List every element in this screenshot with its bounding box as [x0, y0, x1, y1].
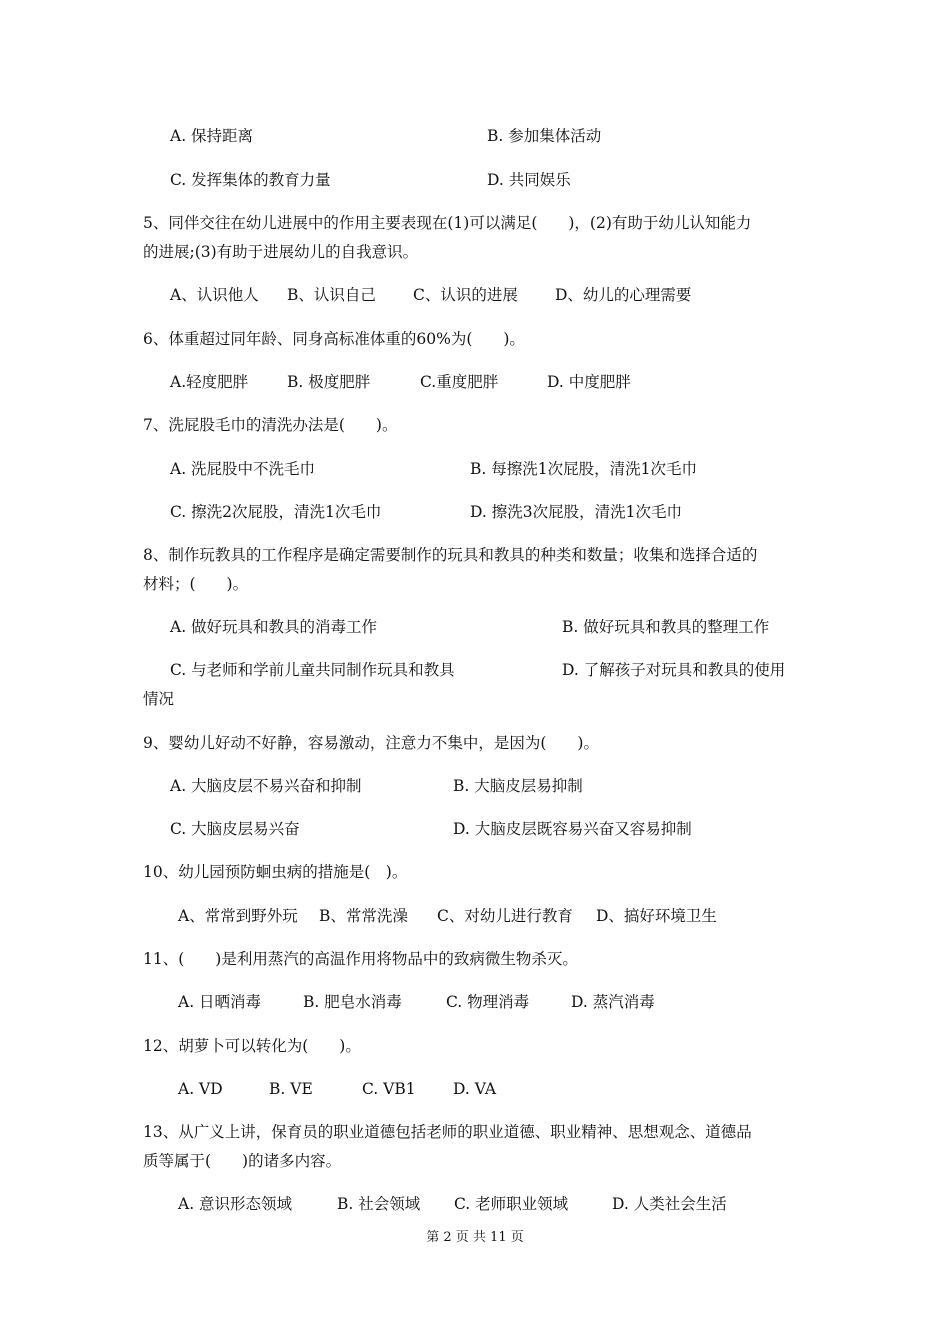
q13-option-a: A. 意识形态领域	[178, 1195, 293, 1213]
q10-option-a: A、常常到野外玩	[178, 907, 298, 925]
q13-stem-line2: 质等属于( )的诸多内容。	[143, 1152, 342, 1170]
q6-option-b: B. 极度肥胖	[287, 373, 371, 391]
q10-option-c: C、对幼儿进行教育	[437, 907, 573, 925]
q10-option-d: D、搞好环境卫生	[596, 907, 717, 925]
q7-option-b: B. 每擦洗1次屁股，清洗1次毛巾	[470, 460, 697, 478]
q6-option-d: D. 中度肥胖	[547, 373, 631, 391]
q8-option-b: B. 做好玩具和教具的整理工作	[562, 618, 770, 636]
q6-option-c: C.重度肥胖	[420, 373, 499, 391]
q5-option-d: D、幼儿的心理需要	[555, 286, 692, 304]
q11-option-c: C. 物理消毒	[446, 993, 530, 1011]
q9-option-a: A. 大脑皮层不易兴奋和抑制	[170, 777, 362, 795]
q4-option-d: D. 共同娱乐	[487, 171, 571, 189]
q12-option-b: B. VE	[269, 1080, 313, 1098]
q8-option-a: A. 做好玩具和教具的消毒工作	[170, 618, 378, 636]
q11-option-d: D. 蒸汽消毒	[571, 993, 655, 1011]
q8-option-c: C. 与老师和学前儿童共同制作玩具和教具	[170, 661, 455, 679]
q5-option-b: B、认识自己	[287, 286, 376, 304]
q13-stem-line1: 13、从广义上讲，保育员的职业道德包括老师的职业道德、职业精神、思想观念、道德品	[143, 1123, 752, 1141]
q5-option-c: C、认识的进展	[413, 286, 518, 304]
q12-option-c: C. VB1	[362, 1080, 416, 1098]
q11-option-b: B. 肥皂水消毒	[303, 993, 402, 1011]
q12-stem: 12、胡萝卜可以转化为( )。	[143, 1037, 361, 1055]
q12-option-d: D. VA	[453, 1080, 497, 1098]
q10-option-b: B、常常洗澡	[319, 907, 408, 925]
q8-option-d: D. 了解孩子对玩具和教具的使用	[562, 661, 786, 679]
q4-option-a: A. 保持距离	[170, 127, 254, 145]
q9-option-d: D. 大脑皮层既容易兴奋又容易抑制	[453, 820, 692, 838]
q7-stem: 7、洗屁股毛巾的清洗办法是( )。	[143, 416, 398, 434]
q7-option-a: A. 洗屁股中不洗毛巾	[170, 460, 316, 478]
q10-stem: 10、幼儿园预防蛔虫病的措施是( )。	[143, 863, 408, 881]
q13-option-d: D. 人类社会生活	[612, 1195, 727, 1213]
q6-option-a: A.轻度肥胖	[170, 373, 249, 391]
q4-option-b: B. 参加集体活动	[487, 127, 602, 145]
q8-option-d-wrap: 情况	[143, 690, 175, 708]
q7-option-c: C. 擦洗2次屁股，清洗1次毛巾	[170, 503, 382, 521]
q5-stem-line1: 5、同伴交往在幼儿进展中的作用主要表现在(1)可以满足( )，(2)有助于幼儿认知能力	[143, 214, 752, 232]
q13-option-c: C. 老师职业领域	[454, 1195, 569, 1213]
q5-option-a: A、认识他人	[170, 286, 259, 304]
q6-stem: 6、体重超过同年龄、同身高标准体重的60%为( )。	[143, 330, 525, 348]
q12-option-a: A. VD	[178, 1080, 223, 1098]
q7-option-d: D. 擦洗3次屁股，清洗1次毛巾	[470, 503, 682, 521]
q11-stem: 11、( )是利用蒸汽的高温作用将物品中的致病微生物杀灭。	[143, 950, 578, 968]
q9-option-b: B. 大脑皮层易抑制	[453, 777, 583, 795]
q9-option-c: C. 大脑皮层易兴奋	[170, 820, 300, 838]
q13-option-b: B. 社会领域	[337, 1195, 421, 1213]
q8-stem-line2: 材料；( )。	[143, 575, 249, 593]
page-footer: 第 2 页 共 11 页	[426, 1230, 524, 1245]
q11-option-a: A. 日晒消毒	[178, 993, 262, 1011]
q9-stem: 9、婴幼儿好动不好静，容易激动，注意力不集中，是因为( )。	[143, 734, 599, 752]
q8-stem-line1: 8、制作玩教具的工作程序是确定需要制作的玩具和教具的种类和数量；收集和选择合适的	[143, 546, 758, 564]
q5-stem-line2: 的进展;(3)有助于进展幼儿的自我意识。	[143, 243, 419, 261]
q4-option-c: C. 发挥集体的教育力量	[170, 171, 331, 189]
